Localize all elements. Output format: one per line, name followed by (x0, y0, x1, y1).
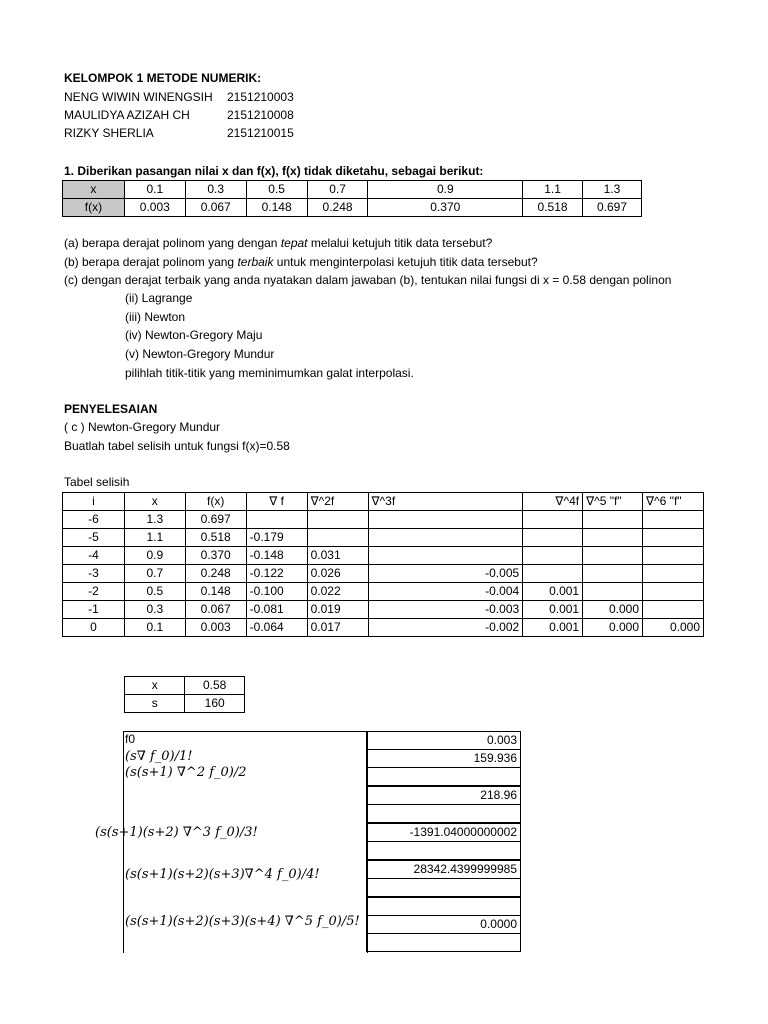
table-row (63, 199, 642, 217)
s-label: s (125, 695, 185, 713)
column-header: x (124, 493, 185, 511)
difference-table (62, 492, 704, 637)
table-cell: 0.001 (523, 619, 583, 637)
term-value: 0.003 (366, 731, 521, 750)
question-c: (c) dengan derajat terbaik yang anda nyatakan dalam jawaban (b), tentukan nilai fungsi di x = 0.58 dengan polinon (64, 273, 672, 287)
x-s-table (124, 676, 245, 713)
table-cell: 0.370 (185, 547, 246, 565)
table-cell: -0.003 (368, 601, 523, 619)
member-nim: 2151210008 (227, 108, 294, 122)
table-cell: -0.179 (246, 529, 307, 547)
table-cell: -1 (63, 601, 125, 619)
table-cell: -0.005 (368, 565, 523, 583)
table-cell: -3 (63, 565, 125, 583)
table-row (63, 547, 704, 565)
table-cell: 0.003 (124, 199, 185, 217)
member-name: MAULIDYA AZIZAH CH (64, 108, 190, 122)
column-header: i (63, 493, 125, 511)
table-cell: 0.370 (368, 199, 523, 217)
table-cell: 0.248 (307, 199, 368, 217)
table-cell (368, 511, 523, 529)
table-cell: 0.1 (124, 181, 185, 199)
table-cell: 1.1 (523, 181, 583, 199)
empty-cell (366, 804, 521, 823)
question-text: melalui ketujuh titik data tersebut? (307, 236, 493, 250)
term-formula: (s(s+1)(s+2) ∇^3 f_0)/3! (95, 825, 258, 840)
sub-item: (iv) Newton-Gregory Maju (125, 328, 263, 342)
group-title: KELOMPOK 1 METODE NUMERIK: (64, 71, 262, 85)
table-cell (368, 547, 523, 565)
x-label: x (125, 677, 185, 695)
term-value: 0.0000 (366, 915, 521, 934)
table-cell (523, 529, 583, 547)
table-cell: 0.518 (185, 529, 246, 547)
table-row (63, 493, 704, 511)
column-header: ∇^4f (523, 493, 583, 511)
table-cell: 1.3 (124, 511, 185, 529)
empty-cell (366, 841, 521, 860)
table-row (63, 619, 704, 637)
table-cell: -4 (63, 547, 125, 565)
table-cell: -6 (63, 511, 125, 529)
table-row (125, 695, 245, 713)
table-cell (307, 511, 368, 529)
table-cell (583, 565, 643, 583)
table-cell (307, 529, 368, 547)
table-cell: 0.148 (185, 583, 246, 601)
question-a (64, 236, 492, 250)
note: pilihlah titik-titik yang meminimumkan galat interpolasi. (125, 366, 414, 380)
empty-cell (366, 767, 521, 786)
table-cell: 1.1 (124, 529, 185, 547)
table-cell: 1.3 (583, 181, 642, 199)
table-cell: 0.026 (307, 565, 368, 583)
term-formula: (s∇ f_0)/1! (125, 749, 193, 764)
table-cell: 0.001 (523, 601, 583, 619)
term-formula: (s(s+1) ∇^2 f_0)/2 (125, 765, 247, 780)
table-cell: -5 (63, 529, 125, 547)
table-cell: 0.518 (523, 199, 583, 217)
data-table (62, 180, 642, 217)
table-cell (523, 565, 583, 583)
question-b (64, 255, 538, 269)
table-title: Tabel selisih (64, 475, 130, 489)
table-cell: 0.003 (185, 619, 246, 637)
empty-cell (366, 878, 521, 897)
table-row (125, 677, 245, 695)
table-cell: 0.697 (583, 199, 642, 217)
table-cell: -0.081 (246, 601, 307, 619)
question-text: untuk menginterpolasi ketujuh titik data tersebut? (273, 255, 538, 269)
table-cell (643, 529, 704, 547)
table-cell: -0.122 (246, 565, 307, 583)
table-row (63, 181, 642, 199)
column-header: ∇ f (246, 493, 307, 511)
table-cell: -2 (63, 583, 125, 601)
table-cell: 0.7 (307, 181, 368, 199)
member-nim: 2151210015 (227, 126, 294, 140)
table-row (63, 565, 704, 583)
table-cell: 0.5 (124, 583, 185, 601)
term-value: 28342.4399999985 (366, 860, 521, 879)
table-cell: 0.067 (185, 601, 246, 619)
table-row (63, 583, 704, 601)
table-cell: 0.148 (246, 199, 307, 217)
member-nim: 2151210003 (227, 90, 294, 104)
table-cell (643, 547, 704, 565)
table-cell: 0 (63, 619, 125, 637)
column-header: f(x) (185, 493, 246, 511)
table-cell: -0.064 (246, 619, 307, 637)
table-cell (643, 601, 704, 619)
term-value: -1391.04000000002 (366, 823, 521, 842)
table-cell (583, 511, 643, 529)
table-cell (643, 511, 704, 529)
solution-method: ( c ) Newton-Gregory Mundur (64, 420, 221, 434)
table-cell (368, 529, 523, 547)
table-cell: 0.9 (124, 547, 185, 565)
sub-item: (ii) Lagrange (125, 291, 193, 305)
table-cell: 0.000 (583, 619, 643, 637)
column-header: ∇^3f (368, 493, 523, 511)
table-row (63, 601, 704, 619)
member-name: RIZKY SHERLIA (64, 126, 154, 140)
column-header: ∇^6 "f" (643, 493, 704, 511)
table-cell: 0.000 (583, 601, 643, 619)
table-cell (583, 547, 643, 565)
table-cell (523, 547, 583, 565)
table-cell: 0.3 (124, 601, 185, 619)
table-cell: 0.3 (185, 181, 246, 199)
table-cell (523, 511, 583, 529)
table-cell: 0.9 (368, 181, 523, 199)
question-emphasis: tepat (280, 236, 308, 250)
sub-item: (v) Newton-Gregory Mundur (125, 347, 275, 361)
table-cell: 0.7 (124, 565, 185, 583)
term-formula: (s(s+1)(s+2)(s+3)∇^4 f_0)/4! (125, 867, 320, 882)
table-cell: 0.5 (246, 181, 307, 199)
solution-heading: PENYELESAIAN (64, 402, 158, 416)
s-value: 160 (185, 695, 245, 713)
table-cell (643, 565, 704, 583)
table-header: x (63, 181, 125, 199)
table-cell: 0.017 (307, 619, 368, 637)
question-emphasis: terbaik (237, 255, 274, 269)
table-cell: 0.000 (643, 619, 704, 637)
empty-cell (366, 897, 521, 916)
sub-item: (iii) Newton (125, 310, 186, 324)
table-cell (643, 583, 704, 601)
table-cell: 0.248 (185, 565, 246, 583)
table-cell: -0.004 (368, 583, 523, 601)
table-header: f(x) (63, 199, 125, 217)
table-cell: 0.067 (185, 199, 246, 217)
table-row (63, 529, 704, 547)
table-row (63, 511, 704, 529)
table-cell: 0.019 (307, 601, 368, 619)
question-text: (a) berapa derajat polinom yang dengan (64, 236, 281, 250)
term-value: 159.936 (366, 749, 521, 768)
term-value: 218.96 (366, 786, 521, 805)
table-cell (583, 529, 643, 547)
table-cell: 0.697 (185, 511, 246, 529)
table-cell: -0.148 (246, 547, 307, 565)
column-header: ∇^2f (307, 493, 368, 511)
problem-statement: 1. Diberikan pasangan nilai x dan f(x), f(x) tidak diketahu, sebagai berikut: (64, 164, 484, 178)
table-cell (583, 583, 643, 601)
term-formula: (s(s+1)(s+2)(s+3)(s+4) ∇^5 f_0)/5! (125, 914, 360, 929)
table-cell: 0.001 (523, 583, 583, 601)
table-cell: 0.022 (307, 583, 368, 601)
table-cell: -0.100 (246, 583, 307, 601)
table-cell: 0.031 (307, 547, 368, 565)
member-name: NENG WIWIN WINENGSIH (64, 90, 213, 104)
table-cell (246, 511, 307, 529)
question-text: (b) berapa derajat polinom yang (64, 255, 238, 269)
table-cell: -0.002 (368, 619, 523, 637)
empty-cell (366, 933, 521, 952)
solution-instruction: Buatlah tabel selisih untuk fungsi f(x)=0.58 (64, 439, 290, 453)
x-value: 0.58 (185, 677, 245, 695)
table-cell: 0.1 (124, 619, 185, 637)
term-formula: f0 (125, 732, 136, 746)
column-header: ∇^5 "f" (583, 493, 643, 511)
